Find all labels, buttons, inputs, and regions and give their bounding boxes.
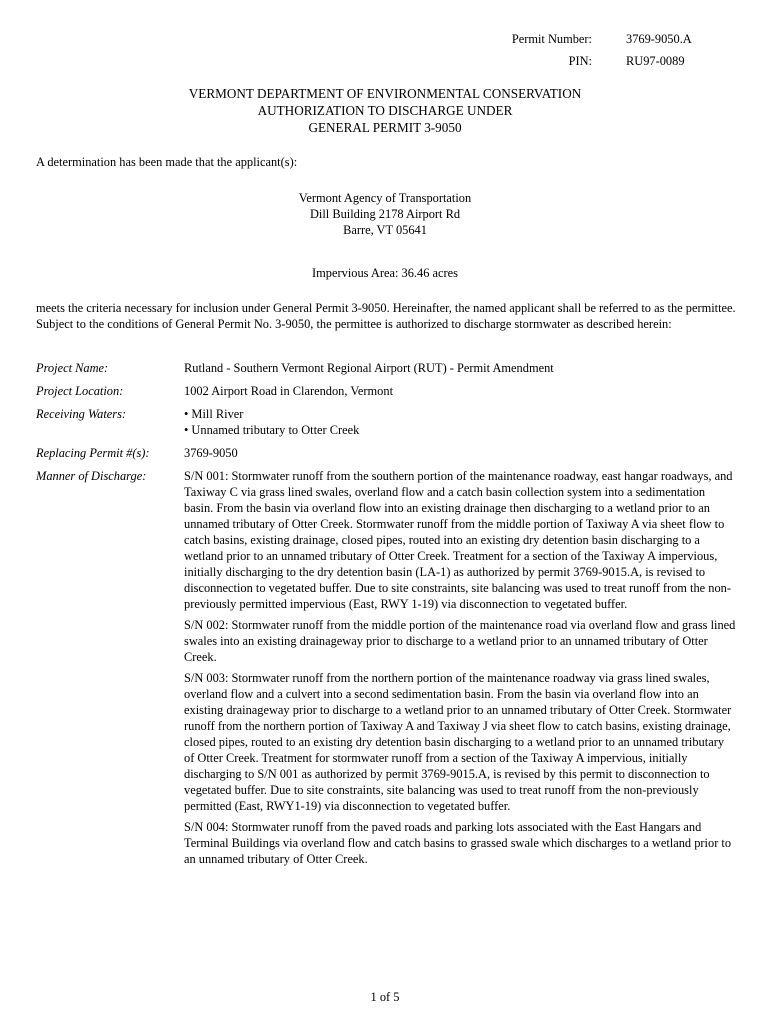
manner-of-discharge-row (36, 468, 736, 872)
discharge-list (184, 468, 736, 872)
pin-value: RU97-0089 (626, 54, 685, 68)
title-line-1: VERMONT DEPARTMENT OF ENVIRONMENTAL CONSERVATION (188, 86, 582, 101)
replacing-permit-value: 3769-9050 (184, 446, 238, 460)
applicant-address-line-1: Dill Building 2178 Airport Rd (309, 207, 461, 221)
applicant-address (0, 190, 770, 238)
title-line-3: GENERAL PERMIT 3-9050 (308, 120, 462, 135)
permit-info (470, 30, 740, 74)
applicant-address-line-2: Barre, VT 05641 (343, 223, 427, 237)
project-location-value: 1002 Airport Road in Clarendon, Vermont (184, 384, 394, 398)
receiving-water-item: • Mill River (184, 407, 244, 421)
applicant-name: Vermont Agency of Transportation (298, 191, 472, 205)
page-number: 1 of 5 (370, 990, 400, 1004)
discharge-sn-004: S/N 004: Stormwater runoff from the paved roads and parking lots associated with the East Hangars and Terminal Buildings via overland flow and catch basins to grassed swale which discharges to a wetland prior to an unnamed tributary of Otter Creek. (184, 820, 732, 866)
project-name-value: Rutland - Southern Vermont Regional Airport (RUT) - Permit Amendment (184, 361, 554, 375)
permit-number-value: 3769-9050.A (626, 32, 692, 46)
pin-label: PIN: (568, 54, 592, 68)
discharge-sn-001: S/N 001: Stormwater runoff from the southern portion of the maintenance roadway, east hangar roadways, and Taxiway C via grass lined swales, overland flow and a catch basin collection system into a sedimentation basin. From the basin via overland flow into an existing drainage then discharging to a wetland prior to an unnamed tributary of Otter Creek. Stormwater runoff from the middle portion of Taxiway A via sheet flow to catch basins, existing drainage, closed pipes, routed into an existing dry detention basin discharging to a wetland prior to an unnamed tributary of Otter Creek. Treatment for a section of the Taxiway A impervious, initially discharging to the dry detention basin (LA-1) as authorized by permit 3769-9015.A, is revised to disconnection to vegetated buffer. Due to site constraints, site balancing was used to treat runoff from the non-previously permitted impervious (East, RWY 1-19) via disconnection to vegetated buffer. (184, 469, 733, 611)
replacing-permit-label: Replacing Permit #(s): (36, 446, 150, 460)
impervious-area: Impervious Area: 36.46 acres (312, 266, 458, 280)
project-location-label: Project Location: (36, 384, 124, 398)
document-title (0, 85, 770, 136)
receiving-waters-label: Receiving Waters: (36, 407, 127, 421)
discharge-sn-003: S/N 003: Stormwater runoff from the northern portion of the maintenance roadway via grass lined swales, overland flow and a culvert into a second sedimentation basin. From the basin via overland flow into an existing drainageway prior to discharge to a wetland prior to an unnamed tributary of Otter Creek. Stormwater runoff from the northern portion of Taxiway A and Taxiway J via sheet flow to catch basins, existing drainage, closed pipes, routed to an existing dry detention basin discharging to a wetland prior to an unnamed tributary of Otter Creek. Treatment for stormwater runoff from a section of the Taxiway A impervious, initially discharging to S/N 001 as authorized by permit 3769-9015.A, is revised by this permit to disconnection to vegetated buffer. Due to site constraints, site balancing was used to treat runoff from the non-previously permitted (East, RWY1-19) via disconnection to vegetated buffer. (184, 671, 732, 813)
pin-row (470, 52, 740, 74)
permit-details (36, 360, 736, 879)
receiving-waters-row (36, 406, 736, 438)
permit-number-label: Permit Number: (511, 32, 592, 46)
receiving-waters-value (184, 406, 736, 438)
project-location-row (36, 383, 736, 399)
project-name-row (36, 360, 736, 376)
intro-text: A determination has been made that the applicant(s): (36, 155, 298, 169)
permit-number-row (470, 30, 740, 52)
project-name-label: Project Name: (36, 361, 109, 375)
discharge-sn-002: S/N 002: Stormwater runoff from the middle portion of the maintenance road via overland flow and grass lined swales into an existing drainageway prior to discharge to a wetland prior to an unnamed tributary of Otter Creek. (184, 618, 736, 664)
manner-of-discharge-label: Manner of Discharge: (36, 469, 147, 483)
criteria-paragraph: meets the criteria necessary for inclusion under General Permit 3-9050. Hereinafter, the named applicant shall be referred to as the permittee. Subject to the conditions of General Permit No. 3-9050, the permittee is authorized to discharge stormwater as described herein: (36, 301, 736, 331)
receiving-water-item: • Unnamed tributary to Otter Creek (184, 423, 360, 437)
replacing-permit-row (36, 445, 736, 461)
title-line-2: AUTHORIZATION TO DISCHARGE UNDER (257, 103, 513, 118)
